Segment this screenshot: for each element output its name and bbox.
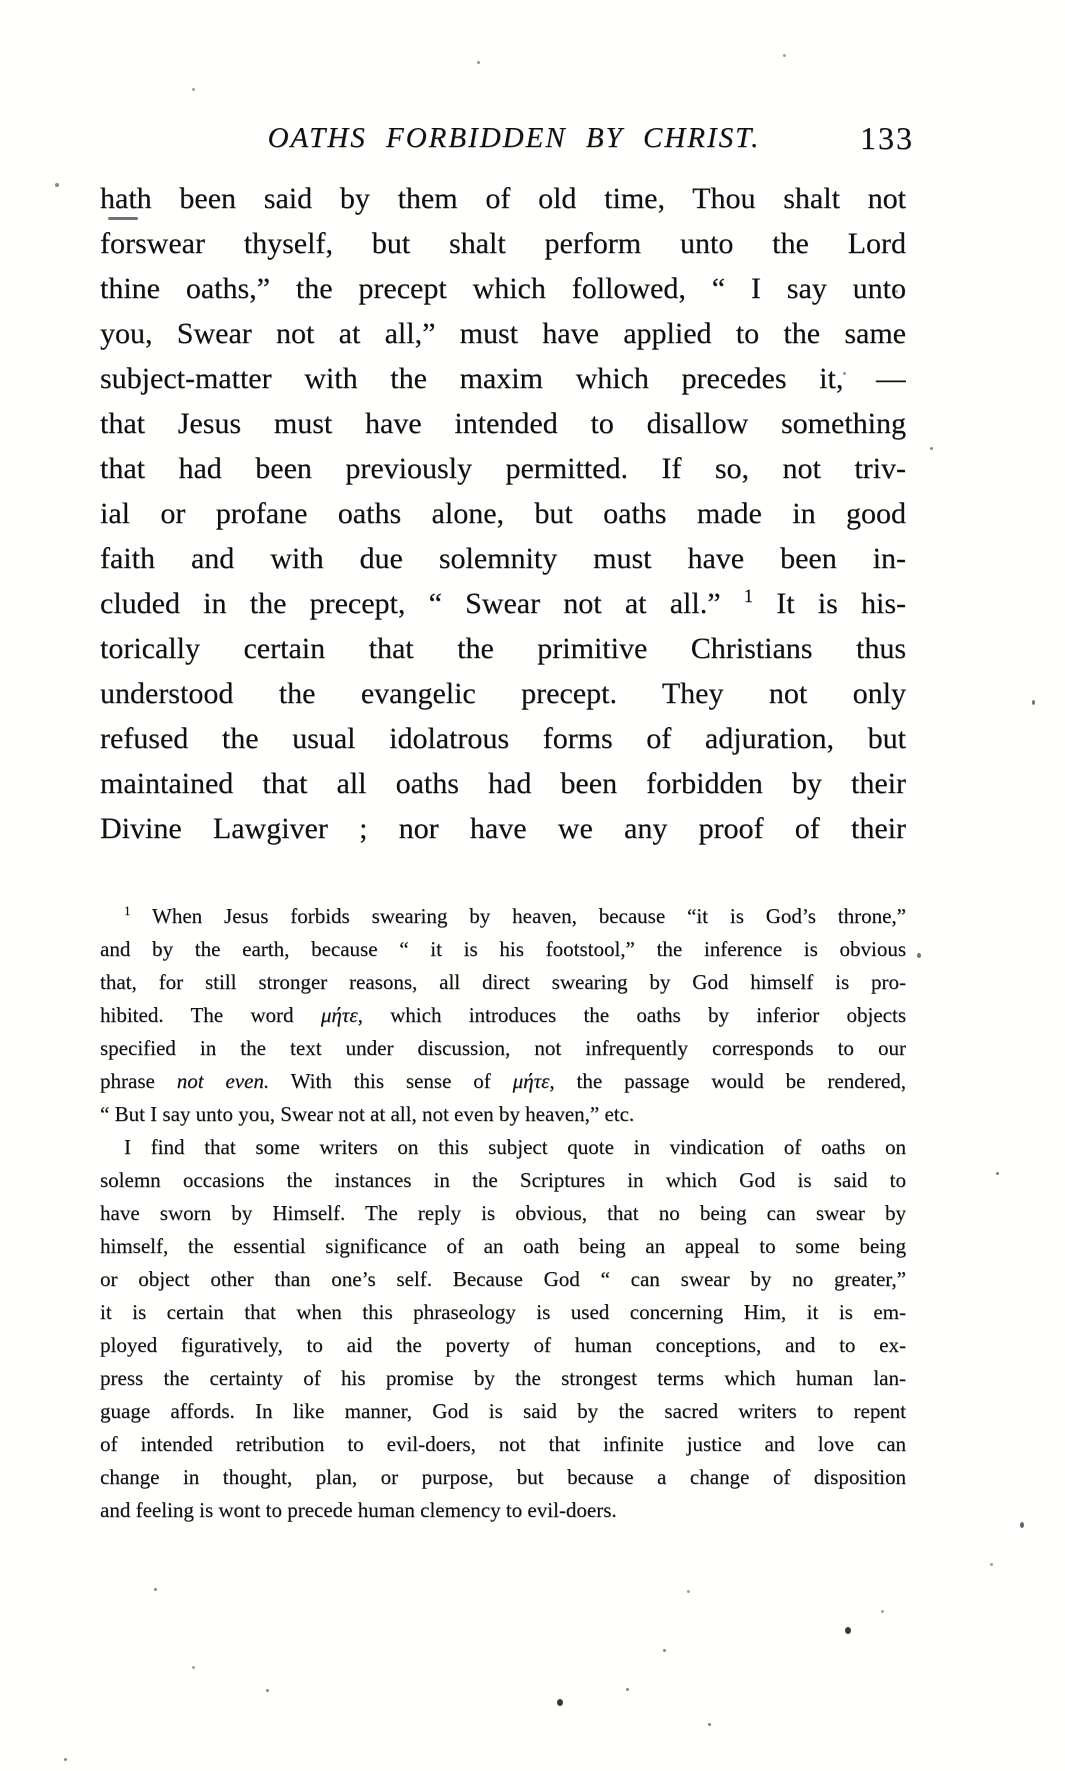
scan-speck (192, 88, 195, 91)
footnote-line: ployed figuratively, to aid the poverty of human conceptions, and to ex- (100, 1333, 906, 1357)
scan-speck (845, 1627, 851, 1634)
scan-speck (843, 372, 846, 375)
footnote-number: 1 (124, 903, 131, 918)
footnote-line: solemn occasions the instances in the Scriptures in which God is said to (100, 1168, 906, 1192)
scan-speck (663, 1649, 666, 1652)
text-line: thine oaths,” the precept which followed, “ I say unto (100, 272, 906, 305)
footnote-line: that, for still stronger reasons, all direct swearing by God himself is pro- (100, 970, 906, 994)
text-line: ial or profane oaths alone, but oaths made in good (100, 497, 906, 530)
footnote-line: and by the earth, because “ it is his footstool,” the inference is obvious (100, 937, 906, 961)
text-segment: It is his- (776, 587, 906, 620)
scan-speck (1032, 700, 1035, 705)
footnote-line: himself, the essential significance of an oath being an appeal to some being (100, 1234, 906, 1258)
text-segment: hibited. The word (100, 1003, 294, 1027)
greek-word: μήτε, (512, 1069, 555, 1093)
text-line: subject-matter with the maxim which precedes it, — (100, 362, 906, 395)
text-line: you, Swear not at all,” must have applied to the same (100, 317, 906, 350)
text-segment: phrase (100, 1069, 155, 1093)
scan-speck (64, 1758, 67, 1761)
text-line: faith and with due solemnity must have been in- (100, 542, 906, 575)
text-segment: When Jesus forbids swearing by heaven, because “it is God’s throne,” (152, 904, 906, 928)
scan-speck (930, 447, 933, 450)
text-line: refused the usual idolatrous forms of adjuration, but (100, 722, 906, 755)
footnote-line (100, 900, 906, 933)
text-line: maintained that all oaths had been forbidden by their (100, 767, 906, 800)
footnote-line (100, 999, 906, 1032)
scan-speck (783, 54, 786, 57)
footnote-line: or object other than one’s self. Because God “ can swear by no greater,” (100, 1267, 906, 1291)
scan-speck (477, 61, 480, 64)
scan-speck (154, 1588, 157, 1591)
scan-speck (881, 1610, 884, 1613)
footnote-line: I find that some writers on this subject quote in vindication of oaths on (124, 1135, 906, 1159)
footnote-reference-marker: 1 (743, 586, 754, 607)
text-line: forswear thyself, but shalt perform unto the Lord (100, 227, 906, 260)
footnote-line: specified in the text under discussion, not infrequently corresponds to our (100, 1036, 906, 1060)
scan-speck (990, 1563, 993, 1566)
main-text-block (100, 176, 906, 851)
scan-speck (626, 1688, 629, 1691)
greek-word: μήτε, (320, 1003, 363, 1027)
footnote-line: guage affords. In like manner, God is said by the sacred writers to repent (100, 1399, 906, 1423)
text-line: torically certain that the primitive Christians thus (100, 632, 906, 665)
scan-speck (1020, 1522, 1024, 1528)
footnote-line: “ But I say unto you, Swear not at all, not even by heaven,” etc. (100, 1102, 635, 1126)
text-line (100, 581, 906, 626)
footnote-line: of intended retribution to evil-doers, not that infinite justice and love can (100, 1432, 906, 1456)
running-title: OATHS FORBIDDEN BY CHRIST. (267, 122, 761, 154)
italic-phrase: not even. (176, 1069, 270, 1093)
text-segment: cluded in the precept, “ Swear not at all.” (100, 587, 721, 620)
text-segment: the passage would be rendered, (576, 1069, 906, 1093)
footnote-block (100, 900, 906, 1527)
text-line: that Jesus must have intended to disallow something (100, 407, 906, 440)
scan-speck (557, 1699, 563, 1706)
text-segment: With this sense of (290, 1069, 491, 1093)
text-line: that had been previously permitted. If so, not triv- (100, 452, 906, 485)
scan-speck (895, 290, 898, 293)
footnote-line: press the certainty of his promise by the strongest terms which human lan- (100, 1366, 906, 1390)
footnote-line (100, 1065, 906, 1098)
footnote-line: change in thought, plan, or purpose, but because a change of disposition (100, 1465, 906, 1489)
scan-speck (266, 1689, 269, 1692)
scan-speck (996, 1172, 999, 1175)
text-line: hath been said by them of old time, Thou shalt not (100, 182, 906, 215)
page-header (100, 122, 906, 158)
text-line: understood the evangelic precept. They not only (100, 677, 906, 710)
scan-speck (55, 183, 59, 187)
footnote-line: and feeling is wont to precede human clemency to evil-doers. (100, 1498, 617, 1522)
scan-smudge (108, 217, 138, 220)
scan-speck (687, 1590, 690, 1593)
text-line: Divine Lawgiver ; nor have we any proof of their (100, 812, 906, 845)
footnote-line: have sworn by Himself. The reply is obvious, that no being can swear by (100, 1201, 906, 1225)
scan-speck (917, 953, 921, 958)
scan-speck (708, 1723, 711, 1726)
footnote-line: it is certain that when this phraseology is used concerning Him, it is em- (100, 1300, 906, 1324)
page-number: 133 (860, 120, 914, 156)
scan-speck (192, 1666, 195, 1669)
text-segment: which introduces the oaths by inferior objects (390, 1003, 906, 1027)
